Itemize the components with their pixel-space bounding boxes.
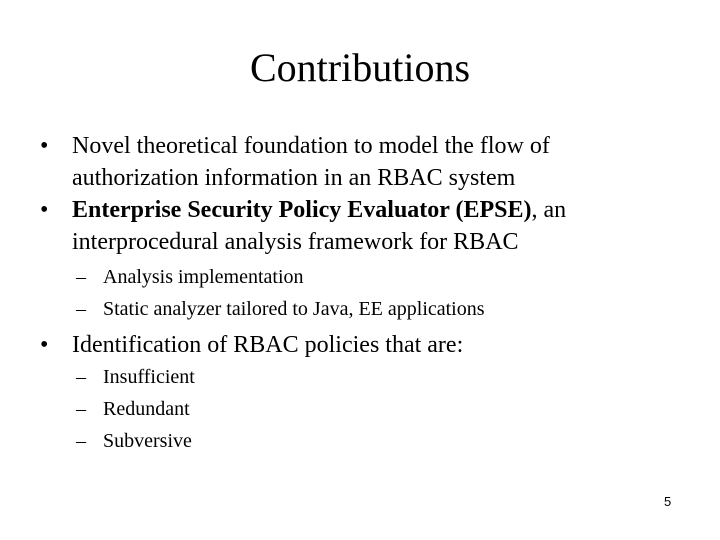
bullet-text: Identification of RBAC policies that are: xyxy=(72,332,464,358)
sub-marker: – xyxy=(76,266,86,288)
bullet-marker: • xyxy=(40,133,49,159)
sub-marker: – xyxy=(76,366,86,388)
sub-item xyxy=(0,394,680,424)
sub-item-text: Subversive xyxy=(103,430,192,452)
sub-item-text: Insufficient xyxy=(103,366,195,388)
bullet-text xyxy=(72,194,672,258)
sub-marker: – xyxy=(76,298,86,320)
sub-item xyxy=(0,426,680,456)
sub-item-text: Analysis implementation xyxy=(103,266,304,288)
sub-item xyxy=(0,294,680,324)
bullet-text: Novel theoretical foundation to model the flow of authorization information in an RBAC system xyxy=(72,133,550,191)
sub-item xyxy=(0,262,680,292)
sub-item xyxy=(0,362,680,392)
sub-item-text: Redundant xyxy=(103,398,190,420)
bullet-marker: • xyxy=(40,197,49,223)
bullet-marker: • xyxy=(40,332,49,358)
sub-marker: – xyxy=(76,430,86,452)
bullet-text-rest: , an interprocedural analysis framework for RBAC xyxy=(72,197,567,255)
sub-item-text: Static analyzer tailored to Java, EE applications xyxy=(103,298,485,320)
sub-marker: – xyxy=(76,398,86,420)
slide-title: Contributions xyxy=(249,45,471,90)
bullet-bold-text: Enterprise Security Policy Evaluator (EPSE) xyxy=(72,197,532,223)
page-number: 5 xyxy=(664,494,672,509)
